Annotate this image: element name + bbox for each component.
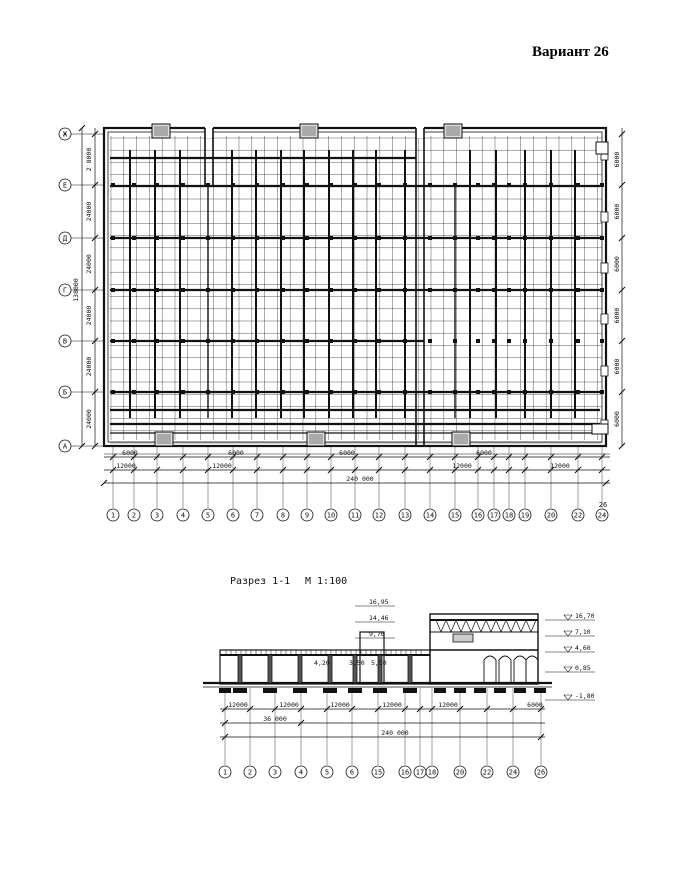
column-node [600,183,604,187]
column-node [453,183,457,187]
column-node [281,390,285,394]
right-dimension: 6000 [613,307,621,324]
column-axis-label: 3 [154,511,160,520]
column-node [206,390,210,394]
column-node [507,288,511,292]
column-node [281,236,285,240]
column-axis-label: 14 [425,511,435,520]
column-node [600,339,604,343]
section-caption: Разрез 1-1 [230,576,291,587]
elevation-mark: 5,50 [371,659,387,667]
column-node [231,390,235,394]
column-node [403,390,407,394]
right-dimension: 6000 [613,358,621,375]
row-dimension: 24000 [85,201,93,222]
section-axis-label: 16 [400,768,410,777]
elevation-marker [564,631,572,636]
section-column [238,655,242,683]
column-node [181,288,185,292]
arch-opening [499,656,511,683]
section-axis-label: 20 [455,768,465,777]
truss [496,620,501,632]
row-axis-label: В [62,337,68,346]
floor-plan [59,124,625,521]
section-total-dimension: 240 000 [381,729,409,737]
column-axis-label: 9 [304,511,310,520]
column-node [492,236,496,240]
column-node [428,236,432,240]
column-node [255,236,259,240]
column-node [507,339,511,343]
column-node [428,288,432,292]
column-node [111,339,115,343]
group-dimension: 12000 [550,462,570,470]
truss [461,620,466,632]
column-node [155,339,159,343]
column-axis-label: 1 [110,511,116,520]
elevation-marker [564,615,572,620]
truss [531,620,536,632]
right-dimension: 6000 [613,256,621,272]
truss [481,620,486,632]
column-axis-label: 24 [597,511,607,520]
column-node [353,390,357,394]
column-node [155,390,159,394]
truss [491,620,496,632]
column-node [600,390,604,394]
footing [434,688,446,693]
column-node [111,288,115,292]
total-height-dimension: 138000 [72,278,80,302]
span-dimension: 6000 [228,449,244,457]
elevation-mark: 16,95 [369,598,389,606]
column-node [231,339,235,343]
section-axis-label: 5 [324,768,330,777]
wall-box [601,314,608,324]
column-node [453,339,457,343]
column-node [255,390,259,394]
truss [446,620,451,632]
footing [348,688,362,693]
section-dimension: 12000 [382,701,402,709]
footing [293,688,307,693]
row-dimension: 24000 [85,356,93,377]
truss [476,620,481,632]
column-node [305,183,309,187]
section-axis-label: 4 [298,768,304,777]
column-node [132,390,136,394]
truss [501,620,506,632]
column-node [231,236,235,240]
elevation-mark: 14,46 [369,614,389,622]
span-dimension: 6000 [122,449,138,457]
column-node [492,183,496,187]
row-axis-label: Б [62,388,68,397]
row-axis-label: А [62,442,68,451]
column-node [523,183,527,187]
section-axis-label: 18 [427,768,437,777]
section-axis-label: 24 [508,768,518,777]
column-node [377,236,381,240]
column-node [281,288,285,292]
column-node [600,236,604,240]
column-axis-label: 15 [450,511,460,520]
section-axis-label: 3 [272,768,278,777]
column-node [403,339,407,343]
group-dimension: 12000 [212,462,232,470]
truss [516,620,521,632]
column-node [353,339,357,343]
wall-box [601,366,608,376]
row-axis-label: Ж [62,130,68,139]
column-node [353,236,357,240]
column-node [255,288,259,292]
column-node [132,339,136,343]
footing [494,688,506,693]
elevation-mark: -1,80 [575,692,595,700]
inner-wall [108,132,602,442]
column-node [523,339,527,343]
section-group-dimension: 36 000 [263,715,287,723]
column-axis-label: 11 [350,511,360,520]
arch-opening [526,656,538,683]
right-dimension: 6000 [613,411,621,427]
column-node [231,288,235,292]
column-node [403,288,407,292]
column-node [329,288,333,292]
elevation-mark: 4,60 [575,644,591,652]
column-node [206,288,210,292]
section-column [268,655,272,683]
column-node [155,288,159,292]
column-node [377,390,381,394]
section-scale: М 1:100 [305,576,348,587]
column-node [111,390,115,394]
page-title: Вариант 26 [532,44,609,60]
truss [456,620,461,632]
column-node [305,288,309,292]
section-axis-label: 1 [222,768,228,777]
elevation-mark: 9,76 [369,630,385,638]
column-node [492,288,496,292]
column-node [281,339,285,343]
wall-gap [416,126,424,138]
arch-opening [514,656,526,683]
wall-box [592,424,608,434]
column-node [329,236,333,240]
section-dimension: 12000 [438,701,458,709]
column-node [549,236,553,240]
column-axis-label: 16 [473,511,483,520]
row-axis-label: Г [62,286,68,295]
elevation-mark: 0,85 [575,664,591,672]
footing [514,688,526,693]
section-dimension: 12000 [330,701,350,709]
column-node [549,288,553,292]
column-node [576,339,580,343]
column-node [492,339,496,343]
column-node [428,183,432,187]
elevation-marker [564,695,572,700]
column-node [576,390,580,394]
column-node [353,183,357,187]
right-dimension: 6000 [613,151,621,168]
column-node [428,390,432,394]
column-node [507,183,511,187]
column-node [576,236,580,240]
column-node [507,390,511,394]
group-dimension: 12000 [452,462,472,470]
column-node [231,183,235,187]
column-axis-label: 26 [598,501,608,509]
truss [441,620,446,632]
column-node [549,339,553,343]
column-axis-label: 20 [546,511,556,520]
section-axis-label: 22 [482,768,492,777]
column-node [329,339,333,343]
column-node [132,288,136,292]
wall-gap [205,126,213,138]
elevation-marker [564,667,572,672]
group-dimension: 12000 [116,462,136,470]
column-axis-label: 8 [280,511,286,520]
section-axis-label: 17 [415,768,425,777]
section-dimension: 12000 [279,701,299,709]
column-node [305,390,309,394]
section-column [408,655,412,683]
section-window [453,634,473,642]
column-axis-label: 17 [489,511,499,520]
column-node [403,236,407,240]
right-dimension: 6000 [613,203,621,220]
column-node [132,236,136,240]
column-node [377,288,381,292]
total-width-dimension: 240 000 [346,475,374,483]
column-node [305,339,309,343]
wall-box [601,263,608,273]
column-axis-label: 12 [374,511,384,520]
column-axis-label: 6 [230,511,236,520]
column-node [523,390,527,394]
column-node [132,183,136,187]
row-dimension: 24000 [85,254,93,274]
section-axis-label: 6 [349,768,355,777]
column-node [576,288,580,292]
column-node [111,183,115,187]
footing [323,688,337,693]
elevation-mark: 4,20 [314,659,330,667]
column-node [206,339,210,343]
column-node [453,236,457,240]
column-node [453,390,457,394]
truss [506,620,511,632]
column-node [155,236,159,240]
elevation-mark: 16,70 [575,612,595,620]
column-axis-label: 13 [400,511,410,520]
column-node [181,339,185,343]
column-axis-label: 19 [520,511,530,520]
truss [436,620,441,632]
column-node [255,339,259,343]
building-section [203,576,595,778]
arch-opening [484,656,496,683]
column-node [111,236,115,240]
column-node [523,288,527,292]
section-dimension: 12000 [228,701,248,709]
column-axis-label: 22 [573,511,583,520]
wall-box [596,142,608,154]
column-node [576,183,580,187]
column-node [600,288,604,292]
column-node [377,339,381,343]
column-axis-label: 4 [180,511,186,520]
column-node [281,183,285,187]
row-dimension: 2 8000 [85,147,93,172]
column-node [507,236,511,240]
truss [511,620,516,632]
column-node [403,183,407,187]
column-node [476,390,480,394]
column-axis-label: 18 [504,511,514,520]
column-node [549,183,553,187]
section-column [298,655,302,683]
elevation-mark: 3,50 [349,659,365,667]
section-axis-label: 2 [247,768,253,777]
column-node [492,390,496,394]
column-node [329,390,333,394]
column-node [181,236,185,240]
footing [233,688,247,693]
footing [373,688,387,693]
footing [534,688,546,693]
column-node [523,236,527,240]
section-axis-label: 15 [373,768,383,777]
footing [474,688,486,693]
column-axis-label: 5 [205,511,211,520]
column-node [476,183,480,187]
row-dimension: 24000 [85,409,93,429]
column-node [255,183,259,187]
column-node [353,288,357,292]
column-node [428,339,432,343]
column-node [155,183,159,187]
column-node [476,288,480,292]
truss [521,620,526,632]
truss [466,620,471,632]
column-node [549,390,553,394]
column-node [206,236,210,240]
truss [471,620,476,632]
span-dimension: 6000 [339,449,355,457]
column-node [206,183,210,187]
column-node [377,183,381,187]
column-node [305,236,309,240]
elevation-marker [564,647,572,652]
column-node [329,183,333,187]
column-node [476,236,480,240]
wall-box [601,212,608,222]
column-axis-label: 10 [326,511,336,520]
elevation-mark: 7,10 [575,628,591,636]
row-dimension: 24000 [85,305,93,326]
truss [486,620,491,632]
section-dimension: 6000 [527,701,543,709]
column-node [476,339,480,343]
column-node [181,183,185,187]
column-node [181,390,185,394]
truss [451,620,456,632]
column-node [453,288,457,292]
truss [526,620,531,632]
section-axis-label: 26 [536,768,546,777]
row-axis-label: Д [62,234,68,243]
row-axis-label: Е [62,181,68,190]
column-axis-label: 7 [254,511,260,520]
column-axis-label: 2 [131,511,137,520]
span-dimension: 6000 [476,449,492,457]
